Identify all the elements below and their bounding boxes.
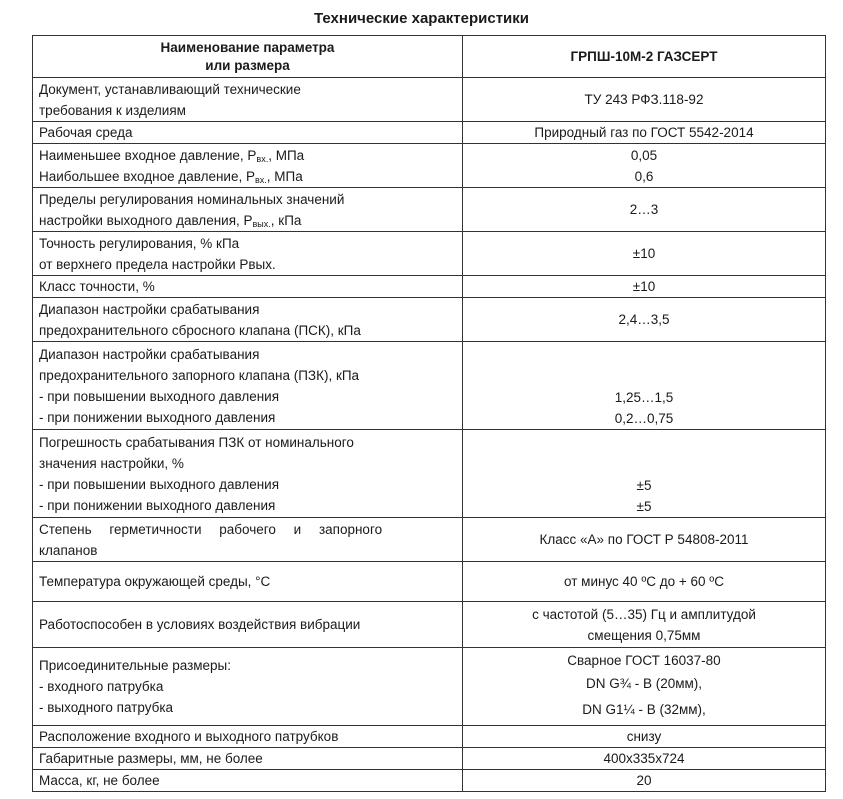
param-cell xyxy=(33,518,463,562)
param-cell xyxy=(33,188,463,232)
param-line: Степень герметичности рабочего и запорного xyxy=(39,521,383,537)
value-line: DN G1¼ - B (32мм), xyxy=(582,702,706,717)
header-value-cell: ГРПШ-10М-2 ГАЗСЕРТ xyxy=(463,36,826,78)
param-line: Диапазон настройки срабатывания xyxy=(39,301,260,317)
value-cell xyxy=(463,648,826,726)
table-row xyxy=(33,602,826,648)
param-line: Точность регулирования, % кПа xyxy=(39,235,240,251)
table-row xyxy=(33,562,826,602)
param-cell xyxy=(33,430,463,518)
value-cell: 400х335х724 xyxy=(463,748,826,770)
param-line: клапанов xyxy=(39,542,98,558)
table-row xyxy=(33,122,826,144)
param-cell: Температура окружающей среды, °С xyxy=(33,562,463,602)
table-header-row xyxy=(33,36,826,78)
table-row xyxy=(33,232,826,276)
value-cell: ±10 xyxy=(463,232,826,276)
table-row xyxy=(33,298,826,342)
param-subscript: вх. xyxy=(256,153,269,164)
value-line: DN G¾ - B (20мм), xyxy=(585,676,703,691)
param-cell: Работоспособен в условиях воздействия вибрации xyxy=(33,602,463,648)
param-line xyxy=(39,210,456,231)
param-text: Наибольшее входное давление, Р xyxy=(39,168,255,184)
param-subscript: вх. xyxy=(254,174,267,185)
param-line: требования к изделиям xyxy=(39,102,186,118)
param-line: - при повышении выходного давления xyxy=(39,388,280,404)
table-row xyxy=(33,342,826,430)
table-row xyxy=(33,144,826,188)
param-text: , МПа xyxy=(268,147,305,163)
table-row xyxy=(33,78,826,122)
param-cell xyxy=(33,342,463,430)
param-cell xyxy=(33,648,463,726)
value-cell xyxy=(463,430,826,518)
param-line xyxy=(39,145,456,166)
value-line: ±5 xyxy=(636,499,652,514)
param-cell xyxy=(33,144,463,188)
spec-table xyxy=(32,35,826,792)
table-row xyxy=(33,648,826,726)
param-line: от верхнего предела настройки Рвых. xyxy=(39,256,276,272)
param-line: Присоединительные размеры: xyxy=(39,658,232,673)
param-line: - при понижении выходного давления xyxy=(39,409,276,425)
value-cell: 20 xyxy=(463,770,826,792)
param-text: , МПа xyxy=(266,168,303,184)
header-param-line1: Наименование параметра xyxy=(160,39,335,55)
param-line: Диапазон настройки срабатывания xyxy=(39,346,260,362)
table-row xyxy=(33,748,826,770)
param-cell xyxy=(33,298,463,342)
value-line: 0,05 xyxy=(630,147,658,163)
param-cell: Класс точности, % xyxy=(33,276,463,298)
value-cell xyxy=(463,342,826,430)
param-line: - при понижении выходного давления xyxy=(39,497,276,513)
param-line: предохранительного сбросного клапана (ПСК), кПа xyxy=(39,322,361,338)
table-row xyxy=(33,770,826,792)
value-cell: от минус 40 ºС до + 60 ºС xyxy=(463,562,826,602)
table-row xyxy=(33,518,826,562)
param-line: - выходного патрубка xyxy=(39,700,174,715)
header-param-line2: или размера xyxy=(205,57,290,73)
param-line: значения настройки, % xyxy=(39,455,184,471)
value-line: 1,25…1,5 xyxy=(614,390,674,405)
param-line: Пределы регулирования номинальных значений xyxy=(39,191,345,207)
value-line: с частотой (5…35) Гц и амплитудой xyxy=(532,606,756,622)
value-line: смещения 0,75мм xyxy=(587,627,701,643)
value-line: 0,6 xyxy=(634,168,654,184)
value-cell xyxy=(463,602,826,648)
value-line: Сварное ГОСТ 16037-80 xyxy=(567,653,721,668)
param-subscript: вых. xyxy=(252,218,271,229)
value-cell xyxy=(463,144,826,188)
value-cell: Природный газ по ГОСТ 5542-2014 xyxy=(463,122,826,144)
param-cell: Расположение входного и выходного патрубков xyxy=(33,726,463,748)
value-cell: снизу xyxy=(463,726,826,748)
value-cell: 2,4…3,5 xyxy=(463,298,826,342)
param-cell: Габаритные размеры, мм, не более xyxy=(33,748,463,770)
param-line: Погрешность срабатывания ПЗК от номинального xyxy=(39,434,354,450)
param-text: Наименьшее входное давление, Р xyxy=(39,147,257,163)
param-cell xyxy=(33,78,463,122)
table-row xyxy=(33,726,826,748)
page-title: Технические характеристики xyxy=(313,10,530,27)
value-line: 0,2…0,75 xyxy=(614,411,674,426)
param-cell: Рабочая среда xyxy=(33,122,463,144)
value-cell: ТУ 243 РФЗ.118-92 xyxy=(463,78,826,122)
table-row xyxy=(33,276,826,298)
value-line: ±5 xyxy=(636,478,652,493)
param-text: настройки выходного давления, Р xyxy=(39,212,253,228)
param-line: - при повышении выходного давления xyxy=(39,476,280,492)
value-cell: Класс «А» по ГОСТ Р 54808-2011 xyxy=(463,518,826,562)
table-row xyxy=(33,430,826,518)
header-param-cell xyxy=(33,36,463,78)
param-cell: Масса, кг, не более xyxy=(33,770,463,792)
param-line: предохранительного запорного клапана (ПЗК), кПа xyxy=(39,367,360,383)
value-cell: ±10 xyxy=(463,276,826,298)
value-cell: 2…3 xyxy=(463,188,826,232)
table-row xyxy=(33,188,826,232)
param-cell xyxy=(33,232,463,276)
param-line xyxy=(39,166,456,187)
param-line: Документ, устанавливающий технические xyxy=(39,81,301,97)
param-text: , кПа xyxy=(270,212,302,228)
param-line: - входного патрубка xyxy=(39,679,164,694)
